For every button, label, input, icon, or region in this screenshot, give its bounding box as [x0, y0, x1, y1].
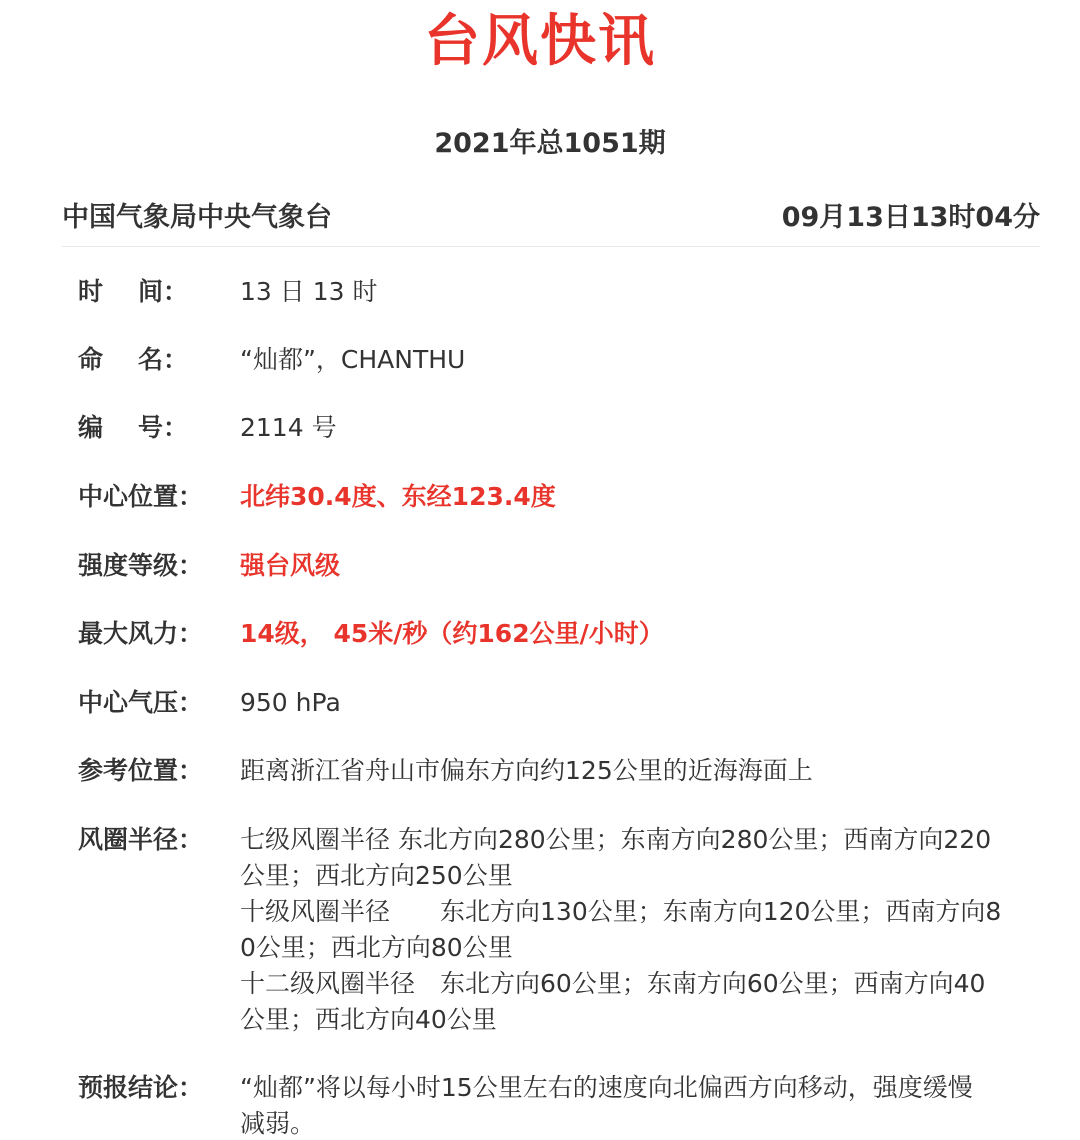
value-forecast: [240, 1070, 1020, 1140]
label-forecast: 预报结论：: [78, 1073, 204, 1102]
value-wind-radius: [240, 822, 1020, 1038]
bulletin-header: [62, 196, 1040, 247]
label-max-wind: 最大风力：: [78, 619, 204, 648]
label-pressure: 中心气压：: [78, 688, 204, 717]
forecast-line: “灿都”将以每小时15公里左右的速度向北偏西方向移动，强度缓慢: [240, 1073, 973, 1102]
label-name-char2: 名：: [138, 345, 189, 374]
issuing-organization: 中国气象局中央气象台: [62, 202, 332, 233]
label-number-char1: 编: [78, 413, 104, 442]
value-pressure: 950 hPa: [240, 688, 341, 717]
label-name-char1: 命: [78, 345, 104, 374]
wind-radius-line: 七级风圈半径 东北方向280公里；东南方向280公里；西南方向220: [240, 825, 992, 854]
wind-radius-line: 0公里；西北方向80公里: [240, 933, 513, 962]
label-center-position: 中心位置：: [78, 482, 204, 511]
value-reference-position: 距离浙江省舟山市偏东方向约125公里的近海海面上: [240, 756, 813, 785]
label-name: [78, 342, 228, 378]
value-number: 2114 号: [240, 413, 337, 442]
value-max-wind: 14级， 45米/秒（约162公里/小时）: [240, 619, 664, 648]
issue-number: 2021年总1051期: [434, 128, 666, 159]
issue-datetime: 09月13日13时04分: [781, 202, 1040, 233]
label-time-char2: 间：: [138, 277, 189, 306]
bulletin-title: 台风快讯: [424, 9, 656, 74]
value-intensity: 强台风级: [240, 551, 341, 580]
wind-radius-line: 公里；西北方向40公里: [240, 1005, 497, 1034]
value-name: “灿都”，CHANTHU: [240, 345, 466, 374]
label-reference-position: 参考位置：: [78, 756, 204, 785]
label-time-char1: 时: [78, 277, 104, 306]
wind-radius-line: 十二级风圈半径 东北方向60公里；东南方向60公里；西南方向40: [240, 969, 986, 998]
label-time: [78, 274, 228, 310]
forecast-line: 减弱。: [240, 1109, 316, 1138]
label-number: [78, 410, 228, 446]
value-center-position: 北纬30.4度、东经123.4度: [240, 482, 556, 511]
label-wind-radius: 风圈半径：: [78, 825, 204, 854]
label-number-char2: 号：: [138, 413, 189, 442]
label-intensity: 强度等级：: [78, 551, 204, 580]
value-time: 13 日 13 时: [240, 277, 378, 306]
wind-radius-line: 十级风圈半径 东北方向130公里；东南方向120公里；西南方向8: [240, 897, 1002, 926]
wind-radius-line: 公里；西北方向250公里: [240, 861, 513, 890]
